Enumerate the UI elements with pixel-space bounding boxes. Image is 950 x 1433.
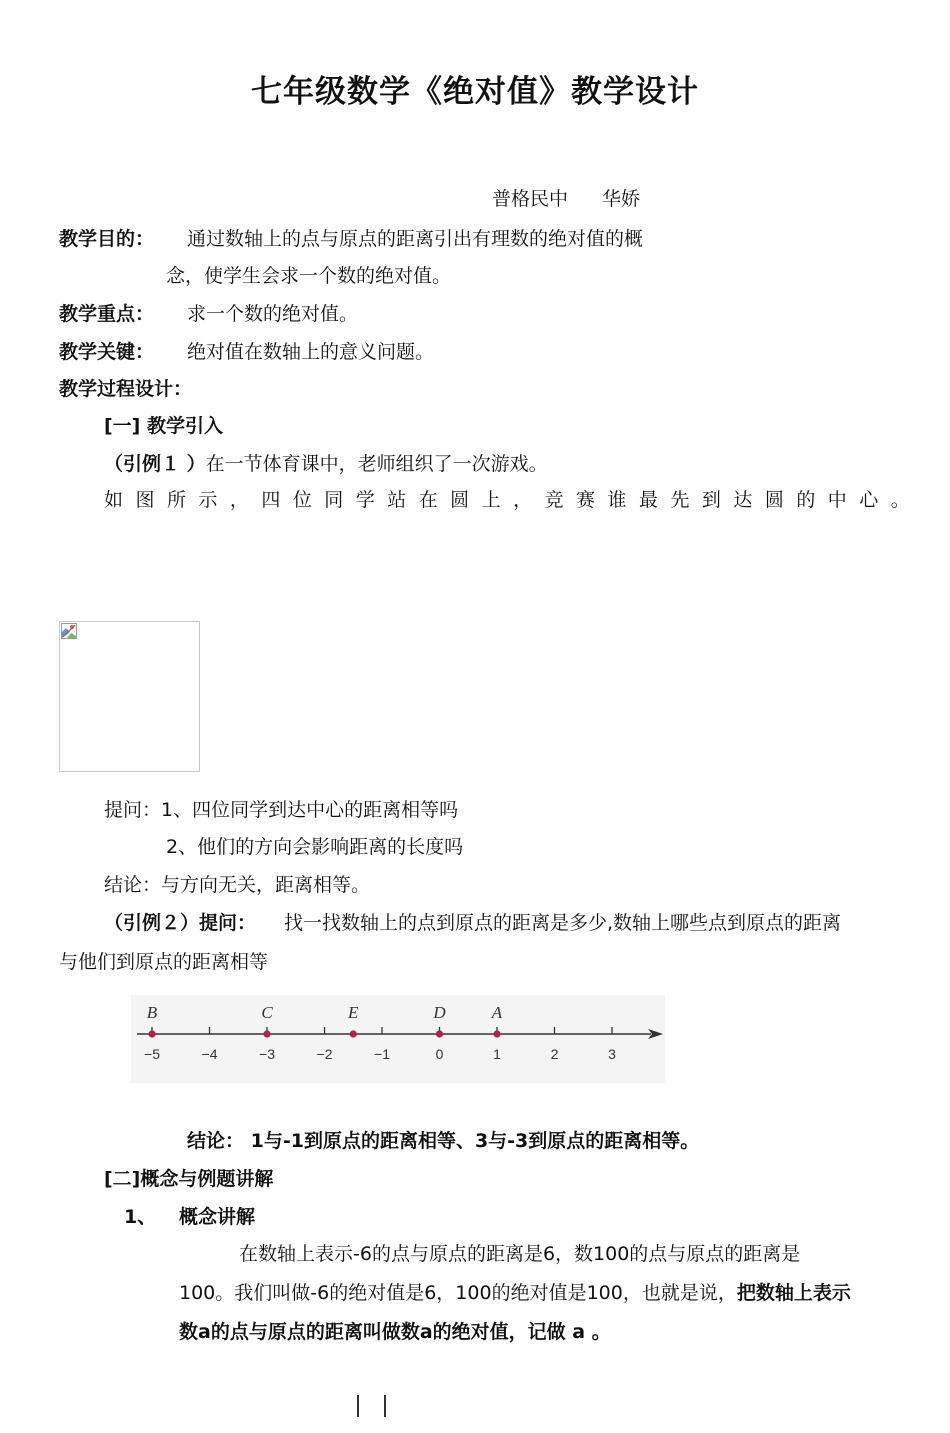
point-label-a: A [491, 1003, 503, 1022]
tick-label: 2 [550, 1046, 559, 1062]
point-label-e: E [348, 1003, 359, 1022]
desc-char: 的 [796, 489, 816, 511]
conclusion-2: 结论： 1与-1到原点的距离相等、3与-3到原点的距离相等。 [187, 1130, 700, 1152]
desc-char: 在 [418, 489, 438, 511]
tick-label: −1 [374, 1046, 390, 1062]
number-line-figure [131, 995, 665, 1083]
concept-text-line1: 在数轴上表示-6的点与原点的距离是6，数100的点与原点的距离是 [239, 1243, 801, 1265]
point-a [493, 1030, 500, 1037]
goal-label: 教学目的： [59, 228, 155, 250]
example1-description [104, 489, 910, 512]
example2-text-line2: 与他们到原点的距离相等 [59, 951, 269, 973]
tick-label: −4 [201, 1046, 218, 1062]
broken-image-icon [61, 623, 77, 639]
desc-char: 上 [481, 489, 501, 511]
desc-char: 到 [701, 489, 721, 511]
broken-image-placeholder [59, 621, 200, 772]
point-e [350, 1030, 357, 1037]
abs-bar-right [384, 1395, 386, 1417]
abs-bar-left [357, 1395, 359, 1417]
author-name: 华娇 [602, 188, 641, 210]
desc-char: 赛 [576, 489, 596, 511]
point-label-b: B [146, 1003, 158, 1022]
tick-label: 0 [435, 1046, 444, 1062]
desc-char: 最 [638, 489, 658, 511]
key-label: 教学关键： [59, 341, 155, 363]
desc-char: ， [513, 489, 533, 511]
desc-char: 站 [387, 489, 407, 511]
desc-char: 所 [166, 489, 186, 511]
desc-char: 示 [198, 489, 218, 511]
question-2: 2、他们的方向会影响距离的长度吗 [166, 836, 464, 858]
tick-label: −5 [144, 1046, 160, 1062]
desc-char: 圆 [764, 489, 784, 511]
example1-label: （引例１ ） [104, 453, 206, 475]
desc-char: 中 [827, 489, 847, 511]
example1-line [104, 453, 548, 476]
concept-text-line3: 数a的点与原点的距离叫做数a的绝对值，记做 a 。 [179, 1321, 611, 1343]
number-line-svg [131, 995, 665, 1083]
desc-char: 图 [135, 489, 155, 511]
example1-text: 在一节体育课中，老师组织了一次游戏。 [205, 453, 548, 475]
tick-label: 1 [493, 1046, 501, 1062]
process-label: 教学过程设计： [59, 378, 193, 400]
page-title: 七年级数学《绝对值》教学设计 [251, 74, 699, 110]
desc-char: 达 [733, 489, 753, 511]
conclusion-1: 结论：与方向无关，距离相等。 [104, 874, 371, 896]
point-label-d: D [433, 1003, 446, 1022]
desc-char: 学 [355, 489, 375, 511]
example2-text: 找一找数轴上的点到原点的距离是多少,数轴上哪些点到原点的距离 [284, 912, 842, 934]
desc-char: 。 [890, 489, 910, 511]
desc-char: 位 [292, 489, 312, 511]
keypoint-text: 求一个数的绝对值。 [187, 303, 359, 325]
desc-char: 谁 [607, 489, 627, 511]
section1-heading: [一] 教学引入 [104, 415, 223, 437]
desc-char: 竞 [544, 489, 564, 511]
key-text: 绝对值在数轴上的意义问题。 [187, 341, 435, 363]
concept-text-line2-plain: 100。我们叫做-6的绝对值是6，100的绝对值是100，也就是说， [179, 1282, 737, 1304]
desc-char: 先 [670, 489, 690, 511]
tick-label: −2 [316, 1046, 333, 1062]
desc-char: 心 [859, 489, 879, 511]
point-b [148, 1030, 155, 1037]
example2-label: （引例２）提问： [104, 912, 257, 934]
tick-label: −3 [259, 1046, 275, 1062]
example2-line [104, 912, 841, 935]
concept-number: 1、 [124, 1206, 157, 1228]
concept-heading: 概念讲解 [179, 1206, 256, 1228]
point-c [263, 1030, 270, 1037]
section2-heading: [二]概念与例题讲解 [104, 1168, 274, 1190]
keypoint-label: 教学重点： [59, 303, 155, 325]
point-d [436, 1030, 443, 1037]
desc-char: 圆 [450, 489, 470, 511]
desc-char: 如 [104, 489, 124, 511]
concept-text-line2-bold: 把数轴上表示 [736, 1282, 851, 1304]
goal-text-line1: 通过数轴上的点与原点的距离引出有理数的绝对值的概 [187, 228, 644, 250]
goal-text-line2: 念，使学生会求一个数的绝对值。 [166, 265, 452, 287]
desc-char: 四 [261, 489, 281, 511]
concept-text-line2 [179, 1282, 851, 1305]
author-school: 普格民中 [492, 188, 569, 210]
question-1: 提问：1、四位同学到达中心的距离相等吗 [104, 799, 459, 821]
point-label-c: C [261, 1003, 273, 1022]
author-line [492, 188, 640, 211]
desc-char: ， [229, 489, 249, 511]
tick-label: 3 [608, 1046, 616, 1062]
desc-char: 同 [324, 489, 344, 511]
